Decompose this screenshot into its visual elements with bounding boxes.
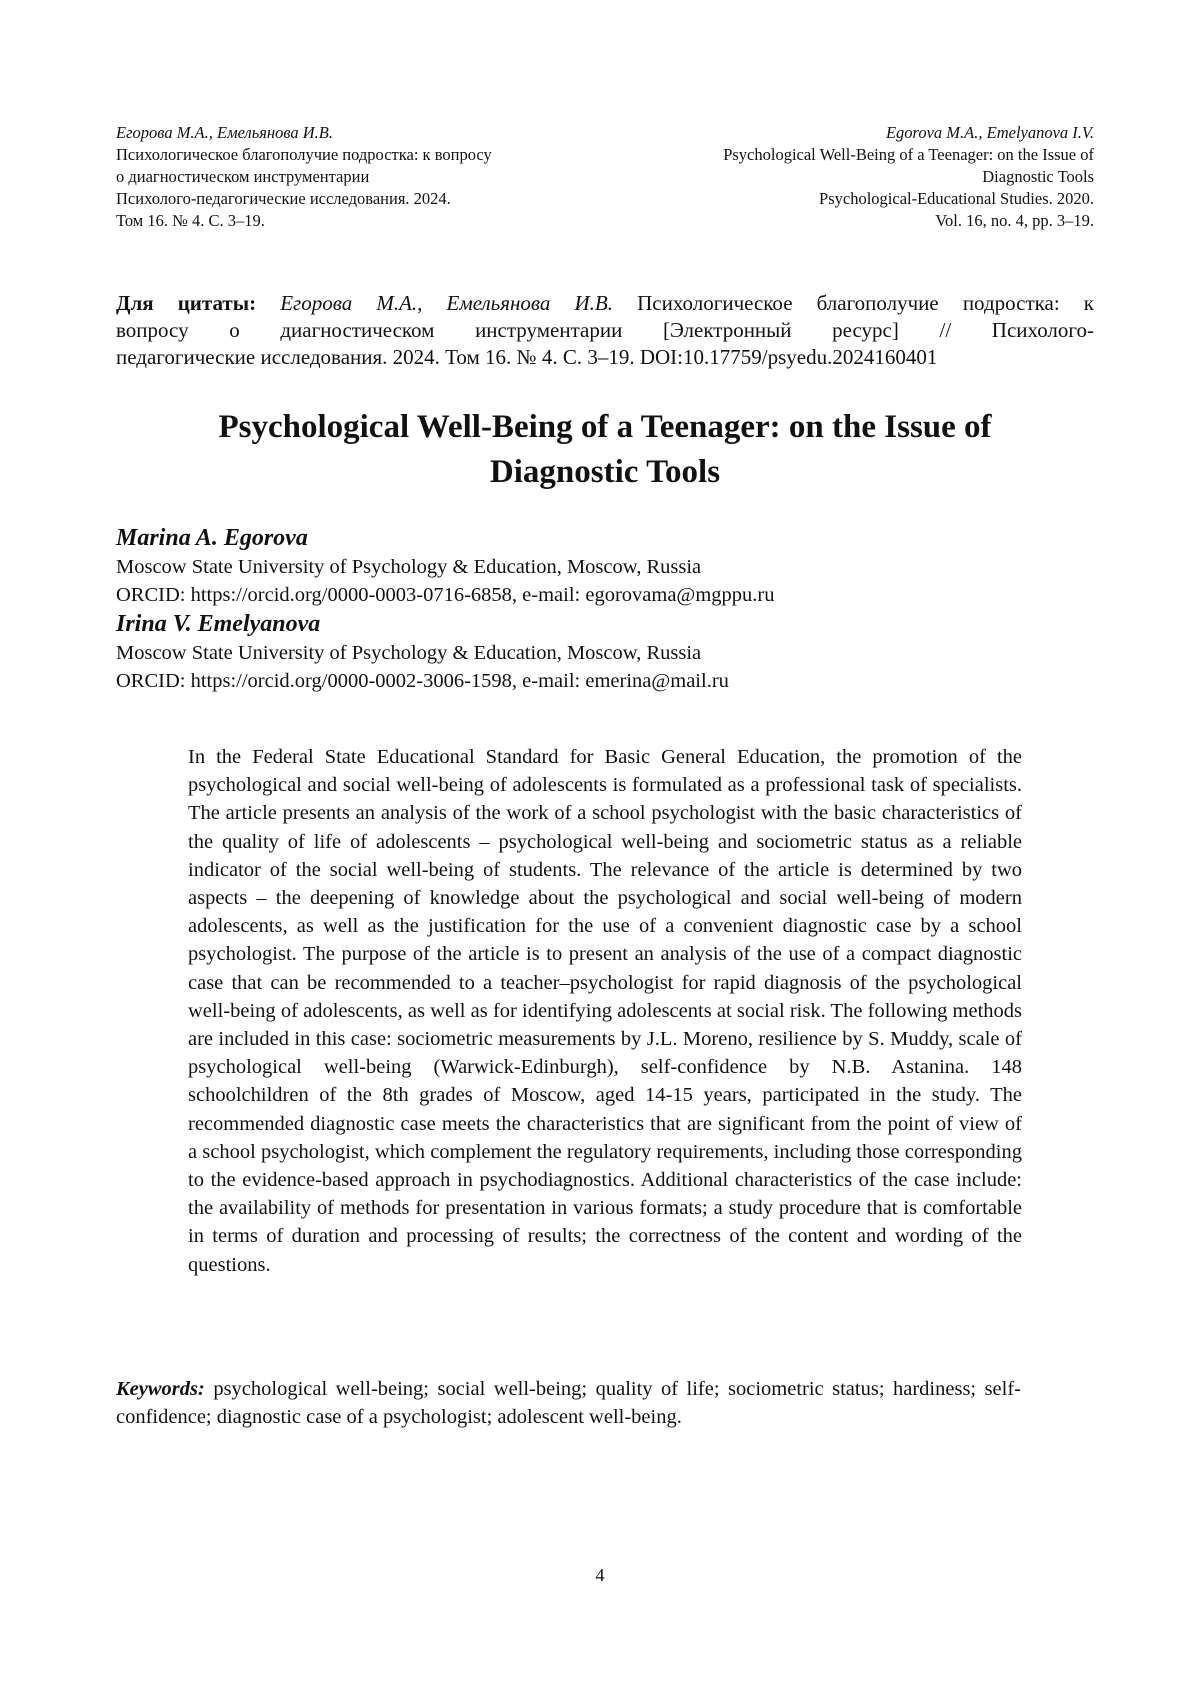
header-title-en-line2: Diagnostic Tools — [982, 167, 1094, 186]
author-contact: ORCID: https://orcid.org/0000-0003-0716-6858, e-mail: egorovama@mgppu.ru — [116, 584, 775, 606]
header-volume-en: Vol. 16, no. 4, pp. 3–19. — [935, 211, 1094, 230]
author-affiliation: Moscow State University of Psychology & Education, Moscow, Russia — [116, 556, 702, 578]
header-journal-ru: Психолого-педагогические исследования. 2024. — [116, 189, 451, 208]
author-list — [116, 523, 1094, 695]
author-name: Marina A. Egorova — [116, 525, 308, 551]
citation-line-2: вопросу о диагностическом инструментарии [Электронный ресурс] // Психолого- — [116, 318, 1094, 342]
header-authors-ru: Егорова М.А., Емельянова И.В. — [116, 123, 334, 142]
article-title-line2: Diagnostic Tools — [489, 454, 721, 490]
header-title-ru-line1: Психологическое благополучие подростка: к вопросу — [116, 145, 492, 164]
running-header-english — [723, 122, 1094, 232]
keywords — [116, 1375, 1021, 1431]
author-contact: ORCID: https://orcid.org/0000-0002-3006-1598, e-mail: emerina@mail.ru — [116, 670, 729, 692]
citation-block — [116, 290, 1094, 371]
keywords-text: psychological well-being; social well-being; quality of life; sociometric status; hardiness; self-confidence; diagnostic case of a psychologist; adolescent well-being. — [116, 1378, 1022, 1428]
header-authors-en: Egorova M.A., Emelyanova I.V. — [885, 123, 1094, 142]
keywords-label: Keywords: — [116, 1378, 205, 1400]
article-title-line1: Psychological Well-Being of a Teenager: on the Issue of — [218, 409, 992, 445]
running-header-russian — [116, 122, 492, 232]
page-number: 4 — [595, 1565, 605, 1585]
header-journal-en: Psychological-Educational Studies. 2020. — [819, 189, 1094, 208]
citation-label: Для цитаты: — [116, 291, 257, 315]
citation-title-start: Психологическое благополучие подростка: к — [637, 291, 1095, 315]
running-header — [116, 122, 1094, 232]
author-affiliation: Moscow State University of Psychology & Education, Moscow, Russia — [116, 642, 702, 664]
author-name: Irina V. Emelyanova — [116, 611, 321, 637]
header-title-ru-line2: о диагностическом инструментарии — [116, 167, 370, 186]
citation-line-1 — [116, 290, 1094, 317]
header-title-en-line1: Psychological Well-Being of a Teenager: on the Issue of — [723, 145, 1094, 164]
citation-authors: Егорова М.А., Емельянова И.В. — [280, 291, 613, 315]
article-title — [116, 405, 1094, 495]
header-volume-ru: Том 16. № 4. С. 3–19. — [116, 211, 265, 230]
citation-line-3: педагогические исследования. 2024. Том 16. № 4. С. 3–19. DOI:10.17759/psyedu.2024160401 — [116, 345, 938, 369]
abstract: In the Federal State Educational Standard for Basic General Education, the promotion of the psychological and social well-being of adolescents is formulated as a professional task of specialists. The article presents an analysis of the work of a school psychologist with the basic characteristics of the quality of life of adolescents – psychological well-being and sociometric status as a reliable indicator of the social well-being of students. The relevance of the article is determined by two aspects – the deepening of knowledge about the psychological and social well-being of modern adolescents, as well as the justification for the use of a convenient diagnostic case by a school psychologist. The purpose of the article is to present an analysis of the use of a compact diagnostic case that can be recommended to a teacher–psychologist for rapid diagnosis of the psychological well-being of adolescents, as well as for identifying adolescents at social risk. The following methods are included in this case: sociometric measurements by J.L. Moreno, resilience by S. Muddy, scale of psychological well-being (Warwick-Edinburgh), self-confidence by N.B. Astanina. 148 schoolchildren of the 8th grades of Moscow, aged 14-15 years, participated in the study. The recommended diagnostic case meets the characteristics that are significant from the point of view of a school psychologist, which complement the regulatory requirements, including those corresponding to the evidence-based approach in psychodiagnostics. Additional characteristics of the case include: the availability of methods for presentation in various formats; a study procedure that is comfortable in terms of duration and processing of results; the correctness of the content and wording of the questions. — [188, 746, 1022, 1276]
